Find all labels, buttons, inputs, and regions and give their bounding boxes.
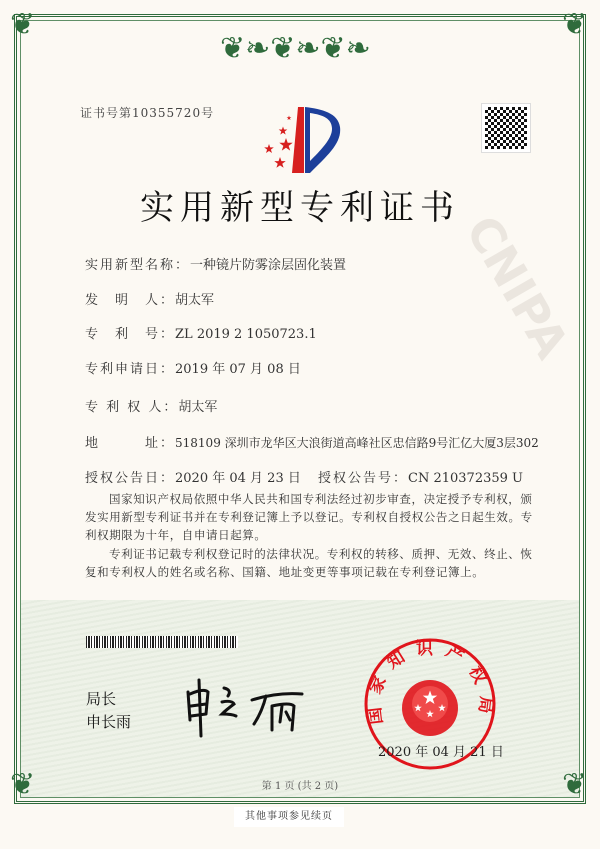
field-publication-number [318,467,523,486]
qr-code [482,104,530,152]
director-signature [182,672,312,742]
field-label: 发 明 人： [85,293,176,308]
field-grant-date [85,467,301,486]
director-title: 局长 [86,690,117,708]
national-emblem-icon [402,680,458,736]
ornament-corner-icon: ❦ [562,767,588,802]
field-label: 授权公告日： [85,471,176,486]
field-label: 实用新型名称： [85,258,191,273]
director-name: 申长雨 [86,713,132,731]
field-label: 专 利 号： [85,327,176,342]
field-value: 2020 年 04 月 23 日 [175,471,301,486]
field-address [85,432,539,451]
field-patent-number [85,323,317,342]
certificate-title: 实用新型专利证书 [140,188,460,228]
field-value: ZL 2019 2 1050723.1 [175,327,317,342]
barcode [86,636,238,648]
field-label: 专 利 权 人： [85,400,179,415]
page-number: 第 1 页 (共 2 页) [261,781,339,792]
field-value: 一种镜片防雾涂层固化装置 [190,258,347,273]
field-value: CN 210372359 U [408,471,523,486]
field-utility-model-name [85,254,346,273]
paragraph-legal-status: 专利证书记载专利权登记时的法律状况。专利权的转移、质押、无效、终止、恢复和专利权人的姓名或名称、国籍、地址变更等事项记载在专利登记簿上。 [85,547,533,579]
ornament-top-icon: ❦❧❦❧❦❧ [220,31,371,66]
field-label: 专利申请日： [85,362,176,377]
ornament-corner-icon: ❦ [562,7,588,42]
watermark: CNIPA [455,206,580,368]
field-label: 地 址： [85,436,176,451]
seal-text: 国家知识产权局 [363,638,497,726]
field-patentee [85,396,217,415]
seal-date: 2020 年 04 月 21 日 [378,745,504,760]
field-value: 胡太军 [178,400,218,415]
field-application-date [85,358,301,377]
footer-note: 其他事项参见续页 [234,807,344,827]
field-value: 518109 深圳市龙华区大浪街道高峰社区忠信路9号汇亿大厦3层302 [175,436,539,450]
field-value: 胡太军 [175,293,215,308]
field-value: 2019 年 07 月 08 日 [175,362,301,377]
field-inventor [85,289,214,308]
ornament-corner-icon: ❦ [10,7,36,42]
ornament-corner-icon: ❦ [10,767,36,802]
certificate-number: 证书号第10355720号 [80,106,215,120]
cnipa-logo-icon [258,105,348,175]
paragraph-grant: 国家知识产权局依照中华人民共和国专利法经过初步审查，决定授予专利权，颁发实用新型专利证书并在专利登记簿上予以登记。专利权自授权公告之日起生效。专利权期限为十年，自申请日起算。 [85,492,533,542]
field-label: 授权公告号： [318,471,409,486]
